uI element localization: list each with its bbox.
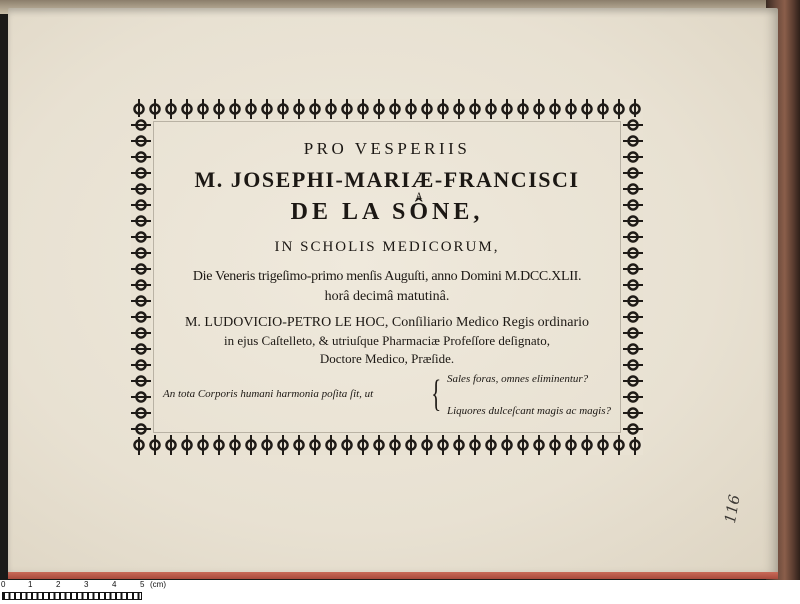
candidate-name: M. JOSEPHI-MARIÆ-FRANCISCI [194,167,580,192]
location-line: IN SCHOLIS MEDICORUM, [274,239,500,255]
brace-glyph: { [431,373,442,415]
date-line: Die Veneris trigeſimo-primo menſis Auguſti, anno Domini M.DCC.XLII. [192,269,582,284]
ornamental-frame [131,99,643,455]
frame-content [155,123,619,431]
scale-ruler [0,580,170,604]
time-line: horâ decimâ matutinâ. [324,289,450,304]
president-line-3: Doctore Medico, Præſide. [319,351,455,366]
ruler-number: 3 [84,580,89,589]
ruler-number: 5 [140,580,145,589]
frame-border-left [131,117,151,437]
ruler-number: 1 [28,580,33,589]
heading-pro-vesperiis: PRO VESPERIIS [303,139,471,158]
page-edge [8,572,778,579]
accent-mark: A [415,191,423,201]
thesis-option-2: Liquores dulceſcant magis ac magis? [447,405,611,417]
frame-border-top [131,99,643,119]
ruler-number: 2 [56,580,61,589]
ruler-background [170,580,800,604]
frame-border-bottom [131,435,643,455]
ruler-number: 4 [112,580,117,589]
thesis-question: An tota Corporis humani harmonia poſita ſit, ut [163,388,374,400]
president-line-2: in ejus Caſtelleto, & utriuſque Pharmaciæ Profeſſore deſignato, [223,333,550,348]
ruler-numbers [0,580,170,590]
candidate-surname: DE LA SÔNE, [290,199,484,225]
frame-border-right [623,117,643,437]
thesis-option-1: Sales foras, omnes eliminentur? [447,373,589,385]
ruler-number: 0 [1,580,6,589]
handwritten-folio-number: 116 [720,493,744,525]
ruler-unit: (cm) [150,580,166,589]
president-line-1: M. LUDOVICIO-PETRO LE HOC, Conſiliario Medico Regis ordinario [184,315,589,330]
ruler-bar [2,592,142,600]
